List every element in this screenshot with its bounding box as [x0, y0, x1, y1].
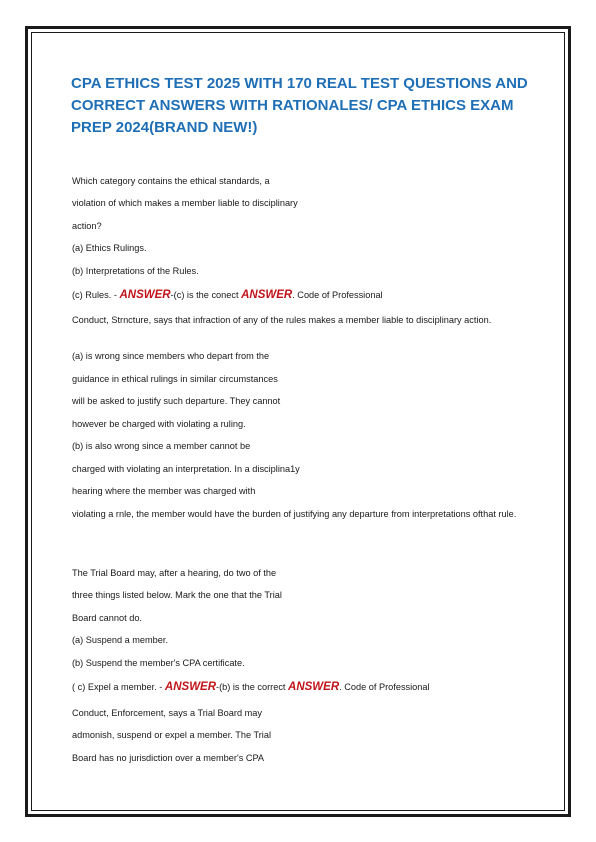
q1-rationale-1: Conduct, Strncture, says that infraction of any of the rules makes a member liable to disciplinary action. [72, 315, 492, 325]
q1-option-c-answer-line [72, 289, 383, 302]
q1-line-3: action? [72, 221, 102, 231]
q1-rationale-5: however be charged with violating a ruling. [72, 419, 246, 429]
answer-text: . Code of Professional [339, 682, 430, 692]
document-title: CPA ETHICS TEST 2025 WITH 170 REAL TEST QUESTIONS AND CORRECT ANSWERS WITH RATIONALES/ CPA ETHICS EXAM PREP 2024(BRAND NEW!) [71, 75, 528, 136]
answer-label: ANSWER [164, 681, 217, 693]
q2-line-3: Board cannot do. [72, 613, 142, 623]
q2-rationale-1: Conduct, Enforcement, says a Trial Board may [72, 708, 262, 718]
q1-rationale-2: (a) is wrong since members who depart from the [72, 351, 270, 361]
q1-rationale-4: will be asked to justify such departure. They cannot [72, 396, 281, 406]
q2-option-a: (a) Suspend a member. [72, 635, 169, 645]
q2-option-c: ( c) Expel a member. - [72, 682, 165, 692]
q1-line-1: Which category contains the ethical standards, a [72, 176, 270, 186]
answer-label: ANSWER [288, 681, 340, 693]
q2-option-b: (b) Suspend the member's CPA certificate. [72, 658, 245, 668]
q2-rationale-2: admonish, suspend or expel a member. The Trial [72, 730, 271, 740]
q1-rationale-8: hearing where the member was charged with [72, 486, 256, 496]
q1-rationale-6: (b) is also wrong since a member cannot be [72, 441, 251, 451]
q1-rationale-9: violating a rnle, the member would have the burden of justifying any departure from interpretations ofthat rule. [72, 509, 517, 519]
q2-rationale-3: Board has no jurisdiction over a member's CPA [72, 753, 265, 763]
q1-option-a: (a) Ethics Rulings. [72, 243, 147, 253]
answer-text: -(c) is the conect [170, 290, 242, 300]
q1-rationale-7: charged with violating an interpretation. In a disciplina1y [72, 464, 300, 474]
q1-option-b: (b) Interpretations of the Rules. [72, 266, 199, 276]
q1-line-2: violation of which makes a member liable to disciplinary [72, 198, 298, 208]
q2-line-1: The Trial Board may, after a hearing, do two of the [72, 568, 277, 578]
q1-option-c: (c) Rules. - [72, 290, 120, 300]
answer-text: -(b) is the correct [216, 682, 289, 692]
q2-option-c-answer-line [72, 681, 430, 694]
answer-label: ANSWER [119, 289, 171, 301]
answer-label: ANSWER [241, 289, 293, 301]
q2-line-2: three things listed below. Mark the one that the Trial [72, 590, 282, 600]
q1-rationale-3: guidance in ethical rulings in similar circumstances [72, 374, 278, 384]
answer-text: . Code of Professional [292, 290, 383, 300]
